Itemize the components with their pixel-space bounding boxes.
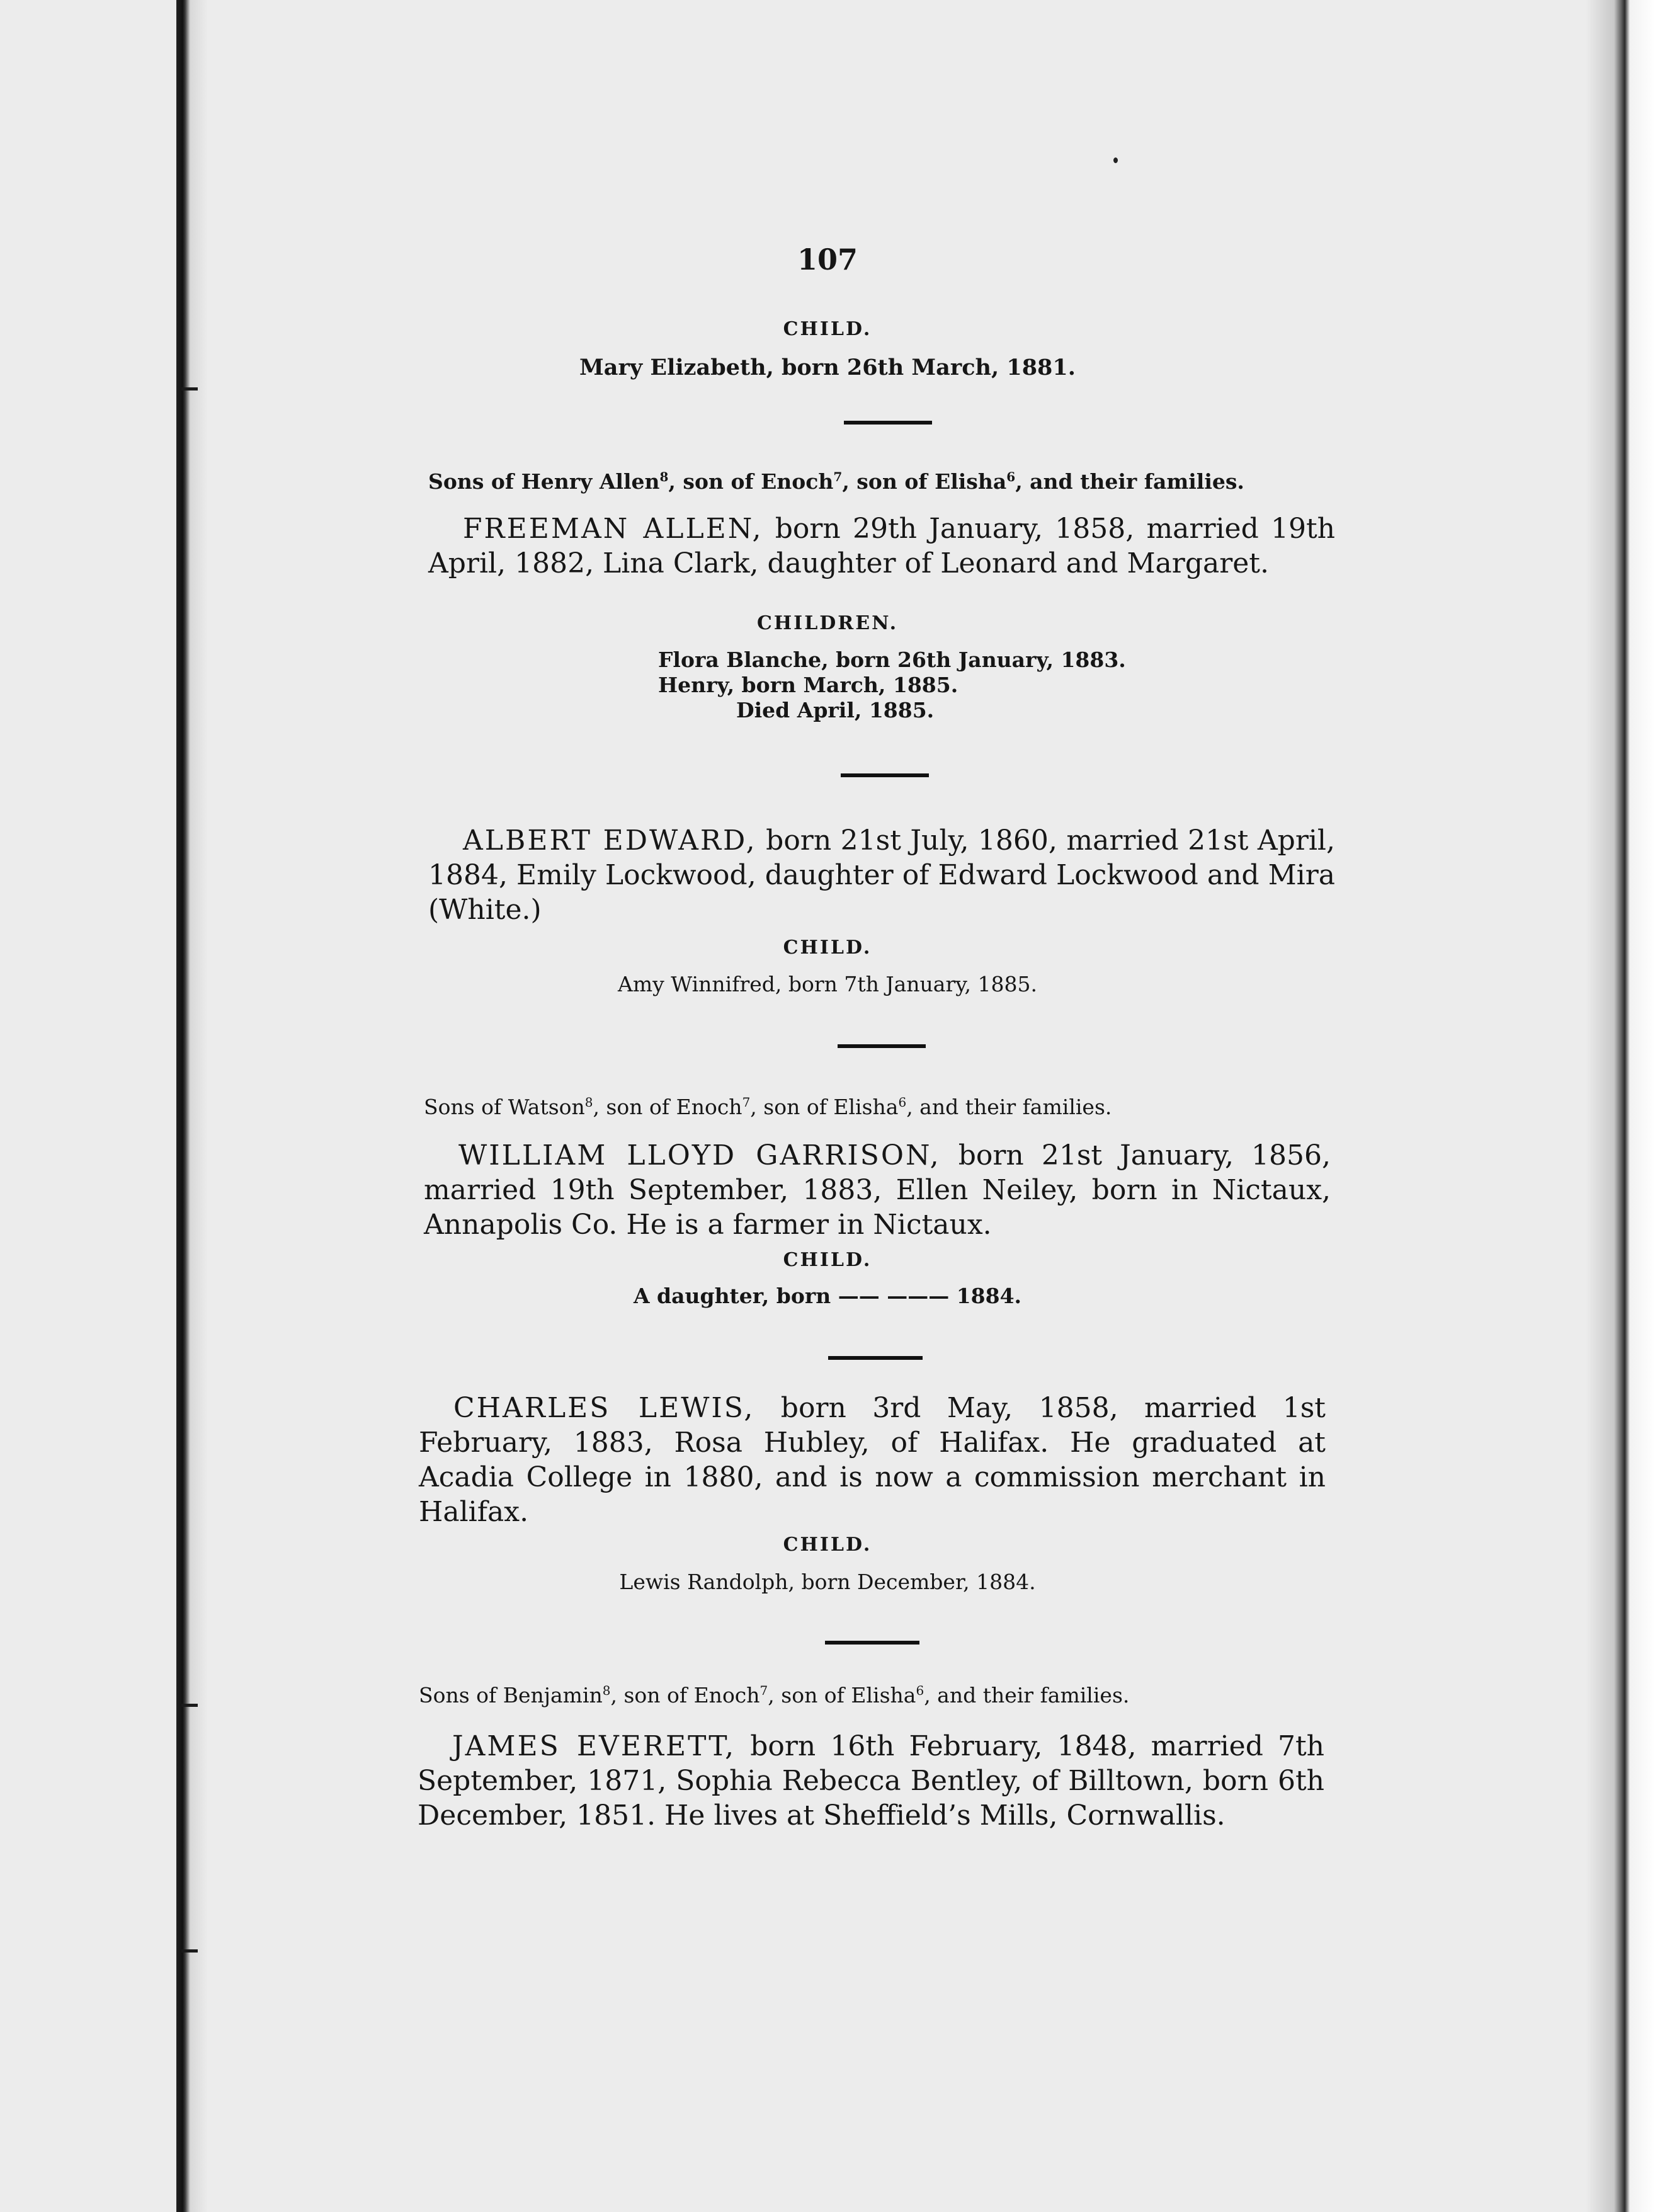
section-heading-children: CHILDREN. bbox=[756, 612, 899, 634]
list-item: Flora Blanche, born 26th January, 1883. bbox=[658, 647, 1126, 672]
binding-mark bbox=[181, 1949, 198, 1953]
freeman-allen-entry: FREEMAN ALLEN, born 29th January, 1858, married 19th April, 1882, Lina Clark, daughter of Leonard and Margaret. bbox=[428, 513, 1335, 579]
child-entry-amy: Amy Winnifred, born 7th January, 1885. bbox=[618, 972, 1037, 996]
section-heading-child: CHILD. bbox=[783, 937, 872, 959]
william-lloyd-garrison-entry: WILLIAM LLOYD GARRISON, born 21st January, 1856, married 19th September, 1883, Ellen Neiley, born in Nictaux, Annapolis Co. He is a farmer in Nictaux. bbox=[424, 1139, 1331, 1241]
section-heading-child: CHILD. bbox=[783, 1534, 872, 1556]
person-name: WILLIAM LLOYD GARRISON, bbox=[458, 1139, 941, 1172]
person-name: CHARLES LEWIS, bbox=[453, 1392, 755, 1424]
henry-allen-sons-heading: Sons of Henry Allen$^8$, son of Enoch$^7$, son of Elisha$^6$, and their families. bbox=[428, 469, 1244, 494]
section-heading-child: CHILD. bbox=[783, 1249, 872, 1271]
child-entry-mary: Mary Elizabeth, born 26th March, 1881. bbox=[579, 355, 1076, 380]
binding-mark bbox=[181, 387, 198, 391]
person-name: JAMES EVERETT, bbox=[452, 1730, 736, 1762]
list-item: Henry, born March, 1885. bbox=[658, 673, 958, 697]
divider bbox=[844, 421, 932, 425]
binding-mark bbox=[181, 1704, 198, 1707]
divider bbox=[841, 773, 929, 777]
james-everett-entry: JAMES EVERETT, born 16th February, 1848, married 7th September, 1871, Sophia Rebecca Bentley, of Billtown, born 6th December, 1851. He lives at Sheffield’s Mills, Cornwallis. bbox=[418, 1730, 1324, 1832]
section-heading-child: CHILD. bbox=[783, 318, 872, 340]
child-entry-lewis: Lewis Randolph, born December, 1884. bbox=[619, 1570, 1036, 1594]
albert-edward-entry: ALBERT EDWARD, born 21st July, 1860, married 21st April, 1884, Emily Lockwood, daughter of Edward Lockwood and Mira (White.) bbox=[428, 824, 1335, 926]
freeman-children-list bbox=[658, 647, 1126, 723]
watson-sons-heading: Sons of Watson$^8$, son of Enoch$^7$, son of Elisha$^6$, and their families. bbox=[424, 1095, 1112, 1119]
benjamin-sons-heading: Sons of Benjamin$^8$, son of Enoch$^7$, son of Elisha$^6$, and their families. bbox=[419, 1683, 1130, 1707]
child-entry-daughter: A daughter, born —— ——— 1884. bbox=[633, 1284, 1022, 1308]
charles-lewis-entry: CHARLES LEWIS, born 3rd May, 1858, married 1st February, 1883, Rosa Hubley, of Halifax. He graduated at Acadia College in 1880, and is now a commission merchant in Halifax. bbox=[419, 1392, 1326, 1528]
divider bbox=[828, 1356, 923, 1360]
divider bbox=[825, 1641, 919, 1645]
divider bbox=[838, 1044, 926, 1048]
ink-speck bbox=[1113, 157, 1118, 163]
person-name: ALBERT EDWARD, bbox=[463, 824, 757, 857]
page-number: 107 bbox=[797, 242, 858, 276]
list-item: Died April, 1885. bbox=[736, 698, 935, 722]
person-name: FREEMAN ALLEN, bbox=[463, 513, 763, 545]
